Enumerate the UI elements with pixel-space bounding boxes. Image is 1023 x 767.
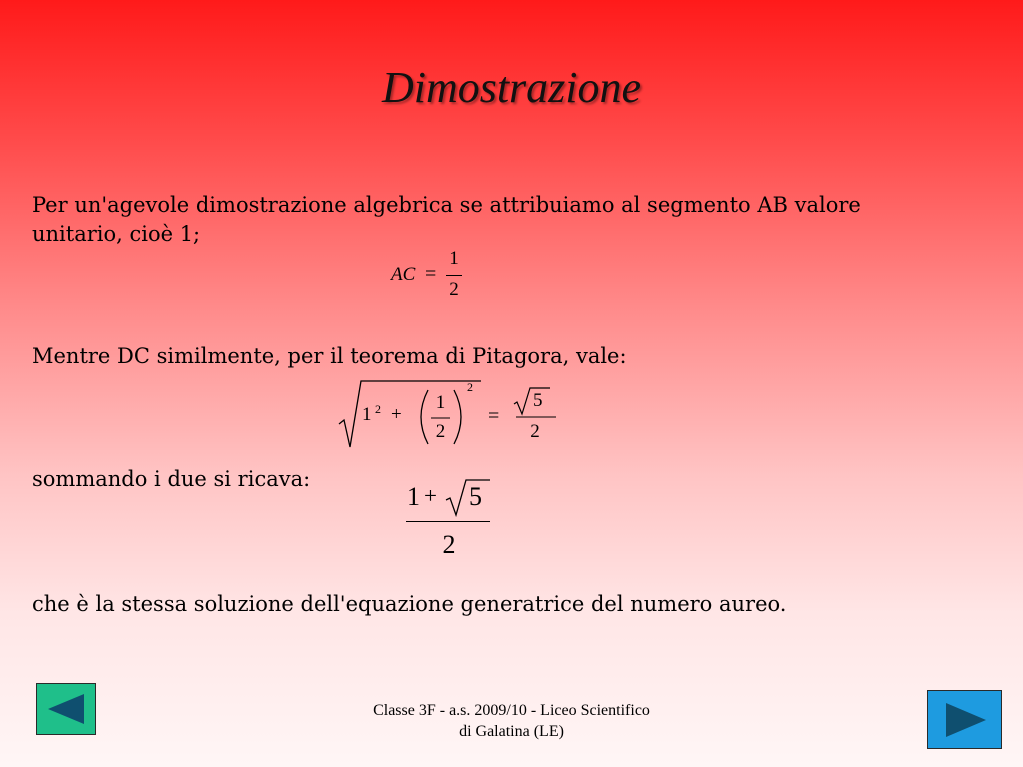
triangle-right-icon	[940, 699, 990, 741]
formula-dc-base-exponent: 2	[375, 402, 381, 416]
formula-ac	[388, 248, 468, 304]
formula-sum-radicand: 5	[469, 482, 482, 511]
formula-ac-lhs: AC	[391, 264, 416, 285]
formula-dc-inner-numerator: 1	[435, 392, 446, 413]
next-slide-button[interactable]	[927, 690, 1002, 749]
formula-ac-denominator: 2	[449, 279, 459, 300]
footer-line-2: di Galatina (LE)	[459, 723, 564, 740]
conclusion-paragraph: che è la stessa soluzione dell'equazione generatrice del numero aureo.	[32, 592, 787, 616]
formula-sum-fraction-bar	[406, 521, 490, 522]
formula-ac-fraction-bar	[446, 275, 462, 276]
formula-dc-plus: +	[391, 404, 402, 425]
footer-line-1: Classe 3F - a.s. 2009/10 - Liceo Scientifico	[373, 702, 650, 719]
formula-dc	[336, 376, 561, 452]
formula-ac-numerator: 1	[449, 248, 459, 269]
formula-dc-rhs-radicand: 5	[533, 390, 543, 411]
dc-paragraph: Mentre DC similmente, per il teorema di Pitagora, vale:	[32, 344, 627, 368]
triangle-left-icon	[44, 691, 88, 727]
slide-footer	[340, 700, 683, 742]
formula-sum	[404, 478, 494, 564]
formula-dc-base: 1	[362, 404, 372, 425]
formula-sum-one: 1	[407, 482, 420, 511]
formula-ac-equals: =	[425, 263, 437, 285]
formula-sum-plus: +	[424, 483, 437, 508]
radical-sign-icon	[336, 376, 486, 452]
previous-slide-button[interactable]	[36, 683, 96, 735]
formula-sum-denominator: 2	[442, 530, 456, 559]
formula-dc-outer-exponent: 2	[467, 380, 473, 394]
slide-title: Dimostrazione	[381, 63, 642, 112]
sum-paragraph: sommando i due si ricava:	[32, 467, 311, 491]
formula-dc-equals: =	[488, 405, 500, 427]
formula-dc-inner-denominator: 2	[435, 421, 446, 442]
intro-paragraph: Per un'agevole dimostrazione algebrica se attribuiamo al segmento AB valore unitario, cioè 1;	[32, 193, 861, 246]
formula-dc-rhs-denominator: 2	[530, 421, 540, 442]
